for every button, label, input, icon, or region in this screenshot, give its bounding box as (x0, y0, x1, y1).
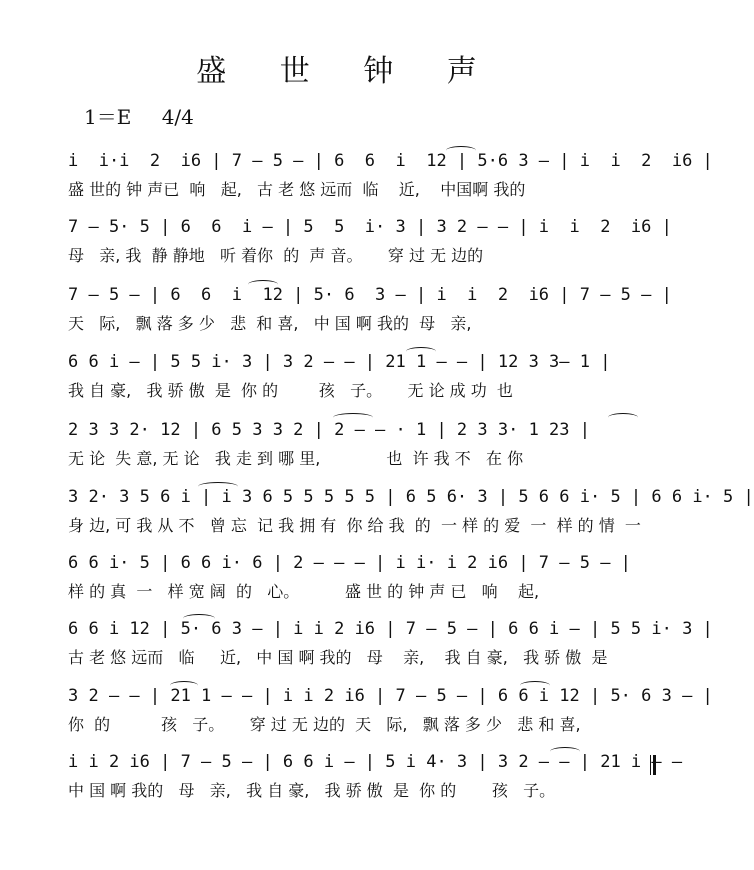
slur-mark (406, 347, 436, 356)
lyrics-line: 中 国 啊 我的 母 亲, 我 自 豪, 我 骄 傲 是 你 的 孩 子。 (68, 781, 556, 800)
slur-mark (333, 413, 373, 422)
score-system-4 (68, 347, 660, 407)
slur-mark (248, 280, 278, 289)
notation-line: 3 2 – – | 21 1 – – | i i 2 i6 | 7 – 5 – | 6 6 i 12 | 5· 6 3 – | (68, 686, 713, 706)
notation-line: 2 3 3 2· 12 | 6 5 3 3 2 | 2 – – · 1 | 2 3 3· 1 23 | (68, 420, 590, 440)
notation-line: 7 – 5 – | 6 6 i 12 | 5· 6 3 – | i i 2 i6 | 7 – 5 – | (68, 285, 672, 305)
score-system-5 (68, 415, 660, 475)
lyrics-line: 盛 世的 钟 声已 响 起, 古 老 悠 远而 临 近, 中国啊 我的 (68, 180, 526, 199)
key-signature (84, 101, 218, 130)
score-system-1 (68, 146, 713, 206)
slur-mark (608, 413, 638, 422)
notation-line: 7 – 5· 5 | 6 6 i – | 5 5 i· 3 | 3 2 – – | i i 2 i6 | (68, 217, 672, 237)
final-barline (650, 755, 656, 775)
slur-mark (198, 482, 238, 491)
notation-line: 6 6 i – | 5 5 i· 3 | 3 2 – – | 21 1 – – | 12 3 3– 1 | (68, 352, 611, 372)
score-system-2 (68, 212, 672, 272)
score-system-6 (68, 482, 754, 542)
notation-line: 6 6 i· 5 | 6 6 i· 6 | 2 – – – | i i· i 2 i6 | 7 – 5 – | (68, 553, 631, 573)
score-system-3 (68, 280, 672, 340)
slur-mark (520, 681, 550, 690)
lyrics-line: 身 边, 可 我 从 不 曾 忘 记 我 拥 有 你 给 我 的 一 样 的 爱 一 样 的 情 一 (68, 516, 641, 535)
lyrics-line: 样 的 真 一 样 宽 阔 的 心。 盛 世 的 钟 声 已 响 起, (68, 582, 540, 601)
slur-mark (170, 681, 198, 690)
lyrics-line: 天 际, 飘 落 多 少 悲 和 喜, 中 国 啊 我的 母 亲, (68, 314, 472, 333)
score-system-7 (68, 548, 660, 608)
notation-line: i i 2 i6 | 7 – 5 – | 6 6 i – | 5 i 4· 3 | 3 2 – – | 21 i – – (68, 752, 693, 772)
notation-line: 3 2· 3 5 6 i | i 3 6 5 5 5 5 5 | 6 5 6· 3 | 5 6 6 i· 5 | 6 6 i· 5 | (68, 487, 754, 507)
notation-line: i i·i 2 i6 | 7 – 5 – | 6 6 i 12 | 5·6 3 – | i i 2 i6 | (68, 151, 713, 171)
key-label: 1＝E (84, 105, 132, 129)
meter-label: 4/4 (161, 105, 194, 129)
lyrics-line: 无 论 失 意, 无 论 我 走 到 哪 里, 也 许 我 不 在 你 (68, 449, 524, 468)
slur-mark (550, 747, 580, 756)
lyrics-line: 母 亲, 我 静 静地 听 着你 的 声 音。 穿 过 无 边的 (68, 246, 484, 265)
notation-line: 6 6 i 12 | 5· 6 3 – | i i 2 i6 | 7 – 5 – | 6 6 i – | 5 5 i· 3 | (68, 619, 713, 639)
song-title: 盛 世 钟 声 (196, 54, 499, 89)
score-system-9 (68, 681, 713, 741)
slur-mark (446, 146, 476, 155)
score-system-10 (68, 747, 693, 807)
lyrics-line: 古 老 悠 远而 临 近, 中 国 啊 我的 母 亲, 我 自 豪, 我 骄 傲 是 (68, 648, 608, 667)
lyrics-line: 你 的 孩 子。 穿 过 无 边的 天 际, 飘 落 多 少 悲 和 喜, (68, 715, 581, 734)
score-system-8 (68, 614, 713, 674)
lyrics-line: 我 自 豪, 我 骄 傲 是 你 的 孩 子。 无 论 成 功 也 (68, 381, 513, 400)
slur-mark (183, 614, 215, 623)
